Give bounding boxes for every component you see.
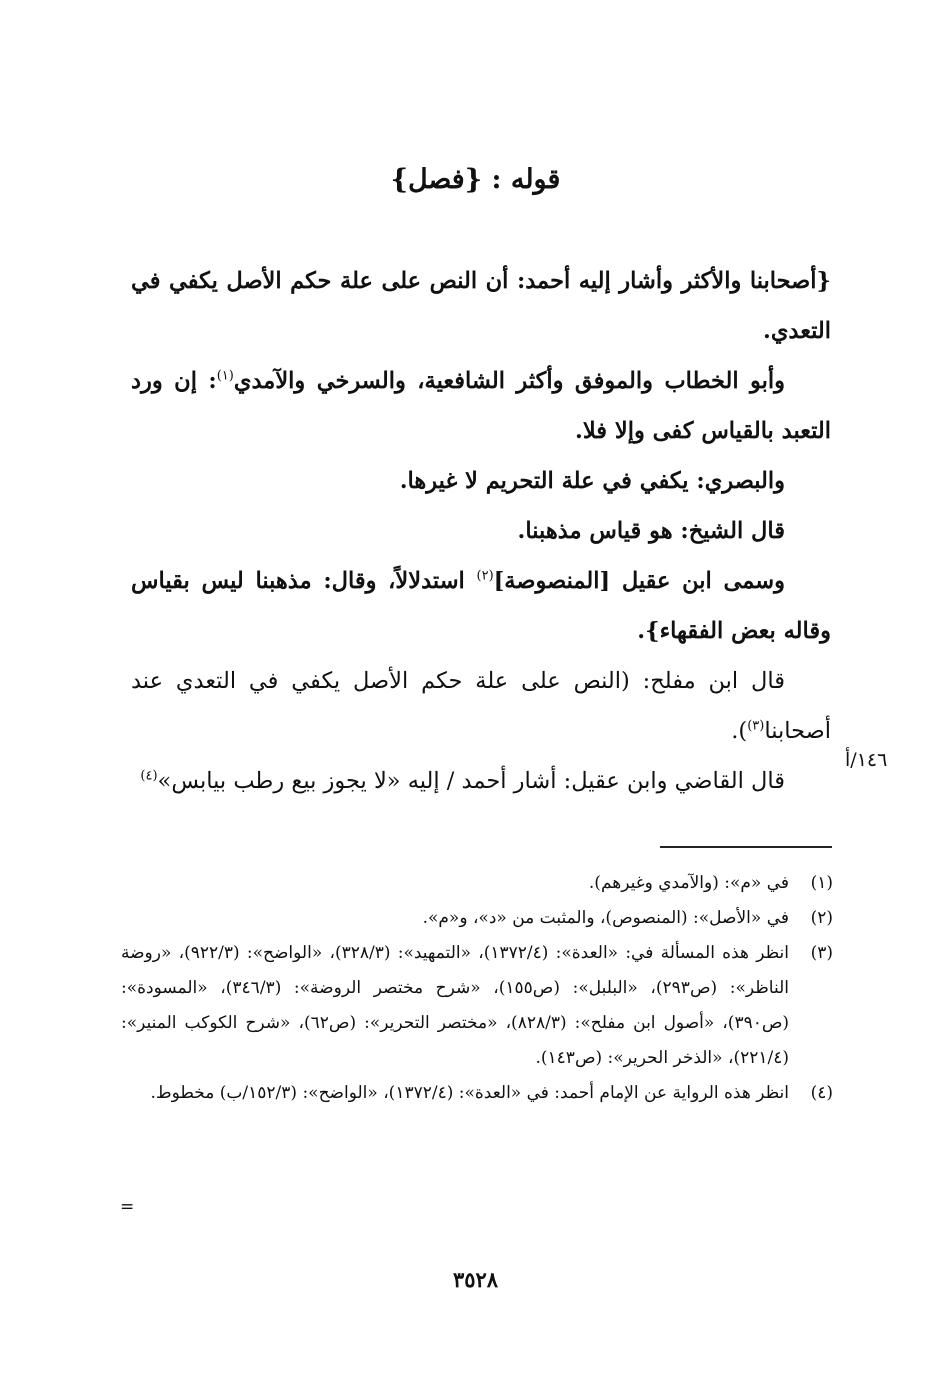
paragraph-text: قال الشيخ: هو قياس مذهبنا.	[517, 518, 785, 544]
page-number: ٣٥٢٨	[452, 1267, 499, 1292]
paragraph-text: : إن ورد التعبد بالقياس كفى وإلا فلا.	[131, 368, 831, 444]
footnote-number: (٣)	[810, 943, 833, 963]
footnote-text: في «الأصل»: (المنصوص)، والمثبت من «د»، و«م».	[422, 908, 789, 928]
paragraph	[131, 556, 831, 656]
paragraph-text: والبصري: يكفي في علة التحريم لا غيرها.	[399, 468, 785, 494]
paragraph	[131, 656, 831, 756]
paragraph	[131, 506, 831, 556]
paragraph-text: قال القاضي وابن عقيل: أشار أحمد / إليه «لا يجوز بيع رطب بيابس»	[157, 768, 785, 794]
footnote	[121, 936, 833, 1076]
footnote-text: في «م»: (والآمدي وغيرهم).	[588, 873, 789, 893]
paragraph	[131, 756, 831, 806]
paragraph-text: وسمى ابن عقيل [المنصوصة]	[493, 568, 785, 594]
footnote	[121, 866, 833, 901]
paragraph-text: استدلالاً، وقال: مذهبنا ليس بقياس وقاله بعض الفقهاء}.	[131, 568, 831, 644]
manuscript-folio-reference: ١٤٦/أ	[845, 749, 888, 771]
footnote-number: (٤)	[810, 1083, 833, 1103]
footnote-text: انظر هذه الرواية عن الإمام أحمد: في «العدة»: (١٣٧٢/٤)، «الواضح»: (١٥٢/٣/ب) مخطوط.	[150, 1083, 789, 1103]
footnotes	[121, 866, 833, 1111]
footnote-number: (١)	[810, 873, 833, 893]
footnote-ref: (٢)	[476, 568, 494, 584]
footnote-ref: (٤)	[140, 768, 158, 784]
footnote-ref: (١)	[216, 368, 234, 384]
footnote	[121, 1076, 833, 1111]
footnote-text: انظر هذه المسألة في: «العدة»: (١٣٧٢/٤)، «التمهيد»: (٣٢٨/٣)، «الواضح»: (٩٢٢/٣)، «روضة الناظر»: (ص٢٩٣)، «البلبل»: (ص١٥٥)، «شرح مختصر الروضة»: (٣٤٦/٣)، «المسودة»: (ص٣٩٠)، «أصول ابن مفلح»: (٨٢٨/٣)، «مختصر التحرير»: (ص٦٢)، «شرح الكوكب المنير»: (٢٢١/٤)، «الذخر الحرير»: (ص١٤٣).	[121, 943, 790, 1068]
paragraph	[131, 256, 831, 356]
heading-title: {فصل}	[390, 164, 483, 195]
continuation-mark: =	[120, 1197, 135, 1217]
heading-prefix: قوله :	[482, 164, 561, 195]
main-text	[131, 256, 831, 806]
footnote-ref: (٣)	[747, 718, 765, 734]
paragraph-text: ).	[731, 718, 748, 744]
paragraph-text: وأبو الخطاب والموفق وأكثر الشافعية، والسرخي والآمدي	[233, 368, 786, 394]
paragraph-text: {أصحابنا والأكثر وأشار إليه أحمد: أن النص على علة حكم الأصل يكفي في التعدي.	[131, 268, 831, 344]
footnote-number: (٢)	[810, 908, 833, 928]
paragraph	[131, 456, 831, 506]
footnote	[121, 901, 833, 936]
paragraph-text: قال ابن مفلح: (النص على علة حكم الأصل يكفي في التعدي عند أصحابنا	[131, 668, 831, 744]
footnote-divider	[660, 846, 832, 848]
section-heading	[0, 155, 951, 205]
paragraph	[131, 356, 831, 456]
